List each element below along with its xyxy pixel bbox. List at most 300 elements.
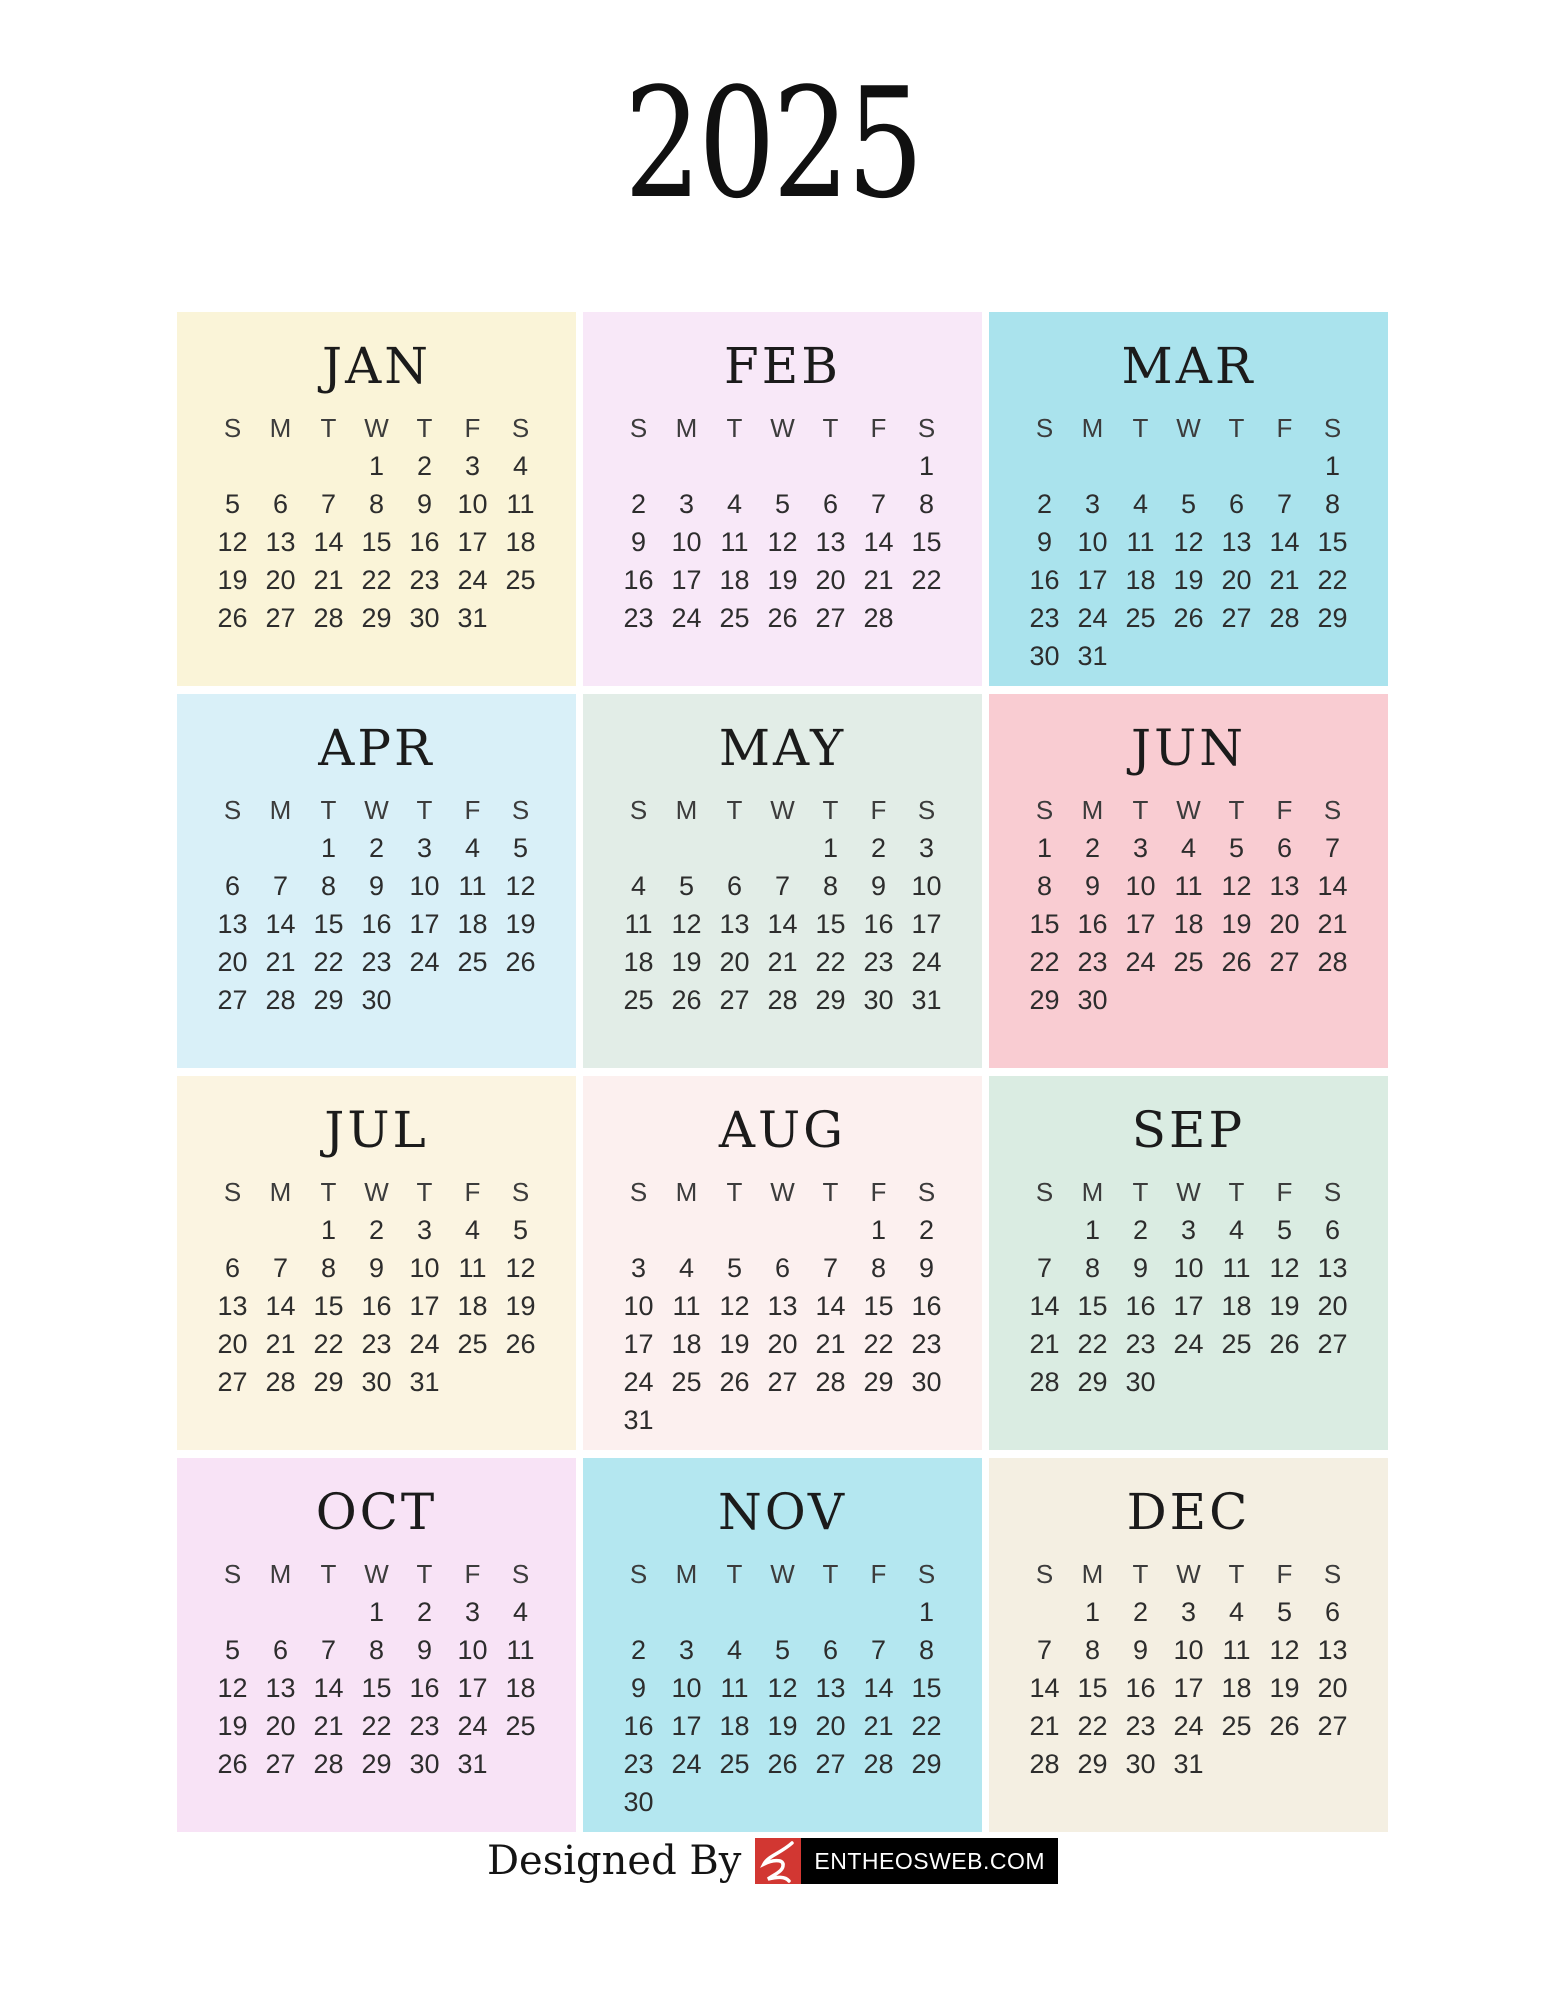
weekday-header: S	[629, 794, 648, 825]
day-cell: 27	[767, 1366, 798, 1397]
day-cell: 23	[1125, 1328, 1156, 1359]
day-cell: 1	[918, 450, 935, 481]
day-cell: 23	[623, 602, 654, 633]
day-cell: 3	[678, 488, 695, 519]
day-cell: 28	[863, 602, 894, 633]
day-cell: 12	[671, 908, 702, 939]
month-day-grid	[177, 1555, 576, 1783]
day-cell: 31	[911, 984, 942, 1015]
day-cell: 4	[1180, 832, 1197, 863]
day-cell: 15	[1317, 526, 1348, 557]
day-cell: 1	[822, 832, 839, 863]
day-cell: 22	[911, 1710, 942, 1741]
day-cell: 28	[1029, 1366, 1060, 1397]
day-cell: 6	[822, 488, 839, 519]
day-cell: 14	[265, 1290, 296, 1321]
day-cell: 20	[1317, 1290, 1348, 1321]
weekday-header: W	[364, 412, 389, 443]
day-cell: 22	[1317, 564, 1348, 595]
month-card-oct	[177, 1458, 576, 1832]
weekday-header: T	[726, 412, 743, 443]
day-cell: 22	[1077, 1328, 1108, 1359]
weekday-header: S	[1323, 794, 1342, 825]
day-cell: 25	[505, 564, 536, 595]
day-cell: 13	[217, 1290, 248, 1321]
day-cell: 17	[671, 564, 702, 595]
day-cell: 29	[1317, 602, 1348, 633]
weekday-header: T	[1132, 794, 1149, 825]
month-day-grid	[583, 1555, 982, 1821]
day-cell: 9	[870, 870, 887, 901]
month-card-dec	[989, 1458, 1388, 1832]
day-cell: 13	[1221, 526, 1252, 557]
day-cell: 1	[320, 1214, 337, 1245]
day-cell: 23	[361, 946, 392, 977]
day-cell: 8	[918, 1634, 935, 1665]
day-cell: 7	[320, 1634, 337, 1665]
day-cell: 3	[1180, 1596, 1197, 1627]
day-cell: 4	[1228, 1596, 1245, 1627]
day-cell: 6	[224, 870, 241, 901]
day-cell: 1	[1084, 1214, 1101, 1245]
day-cell: 15	[911, 526, 942, 557]
weekday-header: S	[629, 1176, 648, 1207]
day-cell: 18	[623, 946, 654, 977]
day-cell: 8	[1084, 1252, 1101, 1283]
weekday-header: W	[364, 794, 389, 825]
day-cell: 10	[409, 870, 440, 901]
day-cell: 23	[1077, 946, 1108, 977]
day-cell: 3	[678, 1634, 695, 1665]
day-cell: 13	[719, 908, 750, 939]
day-cell: 21	[1029, 1710, 1060, 1741]
day-cell: 24	[1125, 946, 1156, 977]
day-cell: 15	[361, 526, 392, 557]
month-card-aug	[583, 1076, 982, 1450]
day-cell: 9	[368, 1252, 385, 1283]
day-cell: 19	[505, 908, 536, 939]
month-day-grid	[177, 1173, 576, 1401]
weekday-header: S	[223, 1176, 242, 1207]
day-cell: 24	[457, 1710, 488, 1741]
weekday-header: S	[1035, 794, 1054, 825]
day-cell: 29	[863, 1366, 894, 1397]
weekday-header: T	[416, 1558, 433, 1589]
weekday-header: F	[1276, 794, 1293, 825]
day-cell: 14	[313, 526, 344, 557]
day-cell: 8	[368, 1634, 385, 1665]
day-cell: 3	[1084, 488, 1101, 519]
day-cell: 9	[368, 870, 385, 901]
day-cell: 15	[313, 1290, 344, 1321]
day-cell: 24	[671, 1748, 702, 1779]
day-cell: 22	[815, 946, 846, 977]
weekday-header: F	[1276, 1176, 1293, 1207]
day-cell: 7	[774, 870, 791, 901]
day-cell: 3	[630, 1252, 647, 1283]
day-cell: 1	[1324, 450, 1341, 481]
day-cell: 4	[726, 488, 743, 519]
day-cell: 11	[458, 870, 487, 901]
weekday-header: W	[770, 794, 795, 825]
weekday-header: T	[1132, 1558, 1149, 1589]
day-cell: 8	[918, 488, 935, 519]
day-cell: 9	[1084, 870, 1101, 901]
day-cell: 10	[1173, 1634, 1204, 1665]
month-day-grid	[989, 1173, 1388, 1401]
day-cell: 23	[361, 1328, 392, 1359]
day-cell: 14	[1029, 1672, 1060, 1703]
day-cell: 3	[464, 450, 481, 481]
day-cell: 15	[313, 908, 344, 939]
day-cell: 14	[313, 1672, 344, 1703]
day-cell: 5	[224, 1634, 241, 1665]
weekday-header: T	[1228, 1558, 1245, 1589]
day-cell: 8	[822, 870, 839, 901]
day-cell: 29	[1077, 1748, 1108, 1779]
day-cell: 10	[1173, 1252, 1204, 1283]
day-cell: 24	[409, 946, 440, 977]
day-cell: 10	[457, 1634, 488, 1665]
day-cell: 6	[1324, 1596, 1341, 1627]
day-cell: 28	[1269, 602, 1300, 633]
footer	[0, 1838, 1545, 1884]
day-cell: 22	[313, 946, 344, 977]
day-cell: 30	[1077, 984, 1108, 1015]
day-cell: 6	[224, 1252, 241, 1283]
weekday-header: M	[675, 412, 698, 443]
day-cell: 30	[409, 1748, 440, 1779]
day-cell: 30	[1125, 1748, 1156, 1779]
weekday-header: T	[822, 1558, 839, 1589]
month-day-grid	[583, 409, 982, 637]
day-cell: 13	[1269, 870, 1300, 901]
day-cell: 2	[630, 488, 647, 519]
weekday-header: T	[822, 412, 839, 443]
day-cell: 25	[505, 1710, 536, 1741]
day-cell: 11	[1174, 870, 1203, 901]
day-cell: 17	[671, 1710, 702, 1741]
day-cell: 12	[1269, 1634, 1300, 1665]
day-cell: 24	[671, 602, 702, 633]
day-cell: 4	[464, 1214, 481, 1245]
weekday-header: M	[269, 1558, 292, 1589]
day-cell: 2	[870, 832, 887, 863]
day-cell: 6	[726, 870, 743, 901]
weekday-header: M	[675, 794, 698, 825]
day-cell: 7	[1324, 832, 1341, 863]
weekday-header: S	[1323, 1176, 1342, 1207]
weekday-header: W	[364, 1558, 389, 1589]
day-cell: 14	[863, 526, 894, 557]
day-cell: 19	[767, 564, 798, 595]
day-cell: 20	[767, 1328, 798, 1359]
day-cell: 16	[361, 1290, 392, 1321]
month-day-grid	[177, 791, 576, 1019]
day-cell: 20	[1221, 564, 1252, 595]
weekday-header: S	[917, 1176, 936, 1207]
day-cell: 2	[416, 450, 433, 481]
day-cell: 2	[918, 1214, 935, 1245]
day-cell: 8	[1084, 1634, 1101, 1665]
weekday-header: M	[1081, 1558, 1104, 1589]
day-cell: 10	[671, 1672, 702, 1703]
day-cell: 4	[678, 1252, 695, 1283]
day-cell: 29	[313, 1366, 344, 1397]
day-cell: 6	[272, 1634, 289, 1665]
day-cell: 16	[1077, 908, 1108, 939]
day-cell: 3	[1180, 1214, 1197, 1245]
calendar-grid	[177, 312, 1388, 1832]
day-cell: 28	[1029, 1748, 1060, 1779]
month-title: MAR	[1121, 337, 1256, 395]
day-cell: 29	[361, 602, 392, 633]
day-cell: 8	[1036, 870, 1053, 901]
day-cell: 2	[368, 1214, 385, 1245]
day-cell: 26	[505, 1328, 536, 1359]
day-cell: 31	[457, 602, 488, 633]
day-cell: 4	[630, 870, 647, 901]
day-cell: 30	[361, 984, 392, 1015]
weekday-header: T	[726, 794, 743, 825]
day-cell: 27	[1317, 1710, 1348, 1741]
weekday-header: T	[416, 1176, 433, 1207]
day-cell: 6	[774, 1252, 791, 1283]
month-day-grid	[583, 1173, 982, 1439]
day-cell: 18	[1221, 1290, 1252, 1321]
day-cell: 25	[671, 1366, 702, 1397]
day-cell: 11	[624, 908, 653, 939]
weekday-header: T	[822, 794, 839, 825]
day-cell: 7	[1276, 488, 1293, 519]
day-cell: 21	[313, 1710, 344, 1741]
day-cell: 13	[1317, 1634, 1348, 1665]
day-cell: 25	[623, 984, 654, 1015]
day-cell: 11	[506, 1634, 535, 1665]
day-cell: 6	[822, 1634, 839, 1665]
day-cell: 4	[1228, 1214, 1245, 1245]
day-cell: 16	[1029, 564, 1060, 595]
day-cell: 25	[457, 1328, 488, 1359]
day-cell: 10	[409, 1252, 440, 1283]
day-cell: 5	[774, 488, 791, 519]
day-cell: 1	[320, 832, 337, 863]
day-cell: 1	[870, 1214, 887, 1245]
weekday-header: S	[223, 412, 242, 443]
day-cell: 9	[1132, 1252, 1149, 1283]
day-cell: 31	[1077, 640, 1108, 671]
day-cell: 30	[361, 1366, 392, 1397]
day-cell: 12	[505, 870, 536, 901]
day-cell: 10	[1125, 870, 1156, 901]
day-cell: 20	[265, 1710, 296, 1741]
weekday-header: S	[1323, 412, 1342, 443]
weekday-header: W	[1176, 1558, 1201, 1589]
month-day-grid	[989, 409, 1388, 675]
day-cell: 22	[1029, 946, 1060, 977]
day-cell: 26	[1221, 946, 1252, 977]
weekday-header: W	[770, 1558, 795, 1589]
weekday-header: F	[464, 794, 481, 825]
day-cell: 10	[623, 1290, 654, 1321]
day-cell: 9	[630, 1672, 647, 1703]
day-cell: 12	[217, 1672, 248, 1703]
day-cell: 17	[1173, 1290, 1204, 1321]
day-cell: 20	[719, 946, 750, 977]
day-cell: 26	[1269, 1710, 1300, 1741]
day-cell: 18	[1173, 908, 1204, 939]
day-cell: 17	[1125, 908, 1156, 939]
day-cell: 13	[815, 1672, 846, 1703]
weekday-header: M	[269, 412, 292, 443]
day-cell: 24	[1173, 1710, 1204, 1741]
day-cell: 4	[512, 1596, 529, 1627]
weekday-header: M	[269, 1176, 292, 1207]
day-cell: 5	[1276, 1596, 1293, 1627]
day-cell: 2	[368, 832, 385, 863]
day-cell: 11	[506, 488, 535, 519]
weekday-header: F	[870, 794, 887, 825]
entheosweb-logo	[755, 1838, 1058, 1884]
weekday-header: W	[1176, 412, 1201, 443]
day-cell: 10	[671, 526, 702, 557]
day-cell: 16	[1125, 1290, 1156, 1321]
weekday-header: M	[1081, 794, 1104, 825]
day-cell: 26	[767, 602, 798, 633]
day-cell: 23	[409, 564, 440, 595]
day-cell: 24	[1077, 602, 1108, 633]
month-card-feb	[583, 312, 982, 686]
day-cell: 7	[870, 488, 887, 519]
weekday-header: T	[1228, 794, 1245, 825]
weekday-header: S	[917, 1558, 936, 1589]
day-cell: 21	[863, 564, 894, 595]
weekday-header: W	[1176, 794, 1201, 825]
month-card-mar	[989, 312, 1388, 686]
weekday-header: T	[320, 412, 337, 443]
day-cell: 7	[272, 1252, 289, 1283]
weekday-header: F	[464, 412, 481, 443]
day-cell: 15	[911, 1672, 942, 1703]
month-title: APR	[318, 719, 435, 777]
day-cell: 16	[623, 1710, 654, 1741]
weekday-header: F	[464, 1558, 481, 1589]
day-cell: 31	[1173, 1748, 1204, 1779]
day-cell: 19	[217, 1710, 248, 1741]
day-cell: 26	[1269, 1328, 1300, 1359]
weekday-header: F	[870, 1176, 887, 1207]
day-cell: 11	[1126, 526, 1155, 557]
day-cell: 16	[409, 526, 440, 557]
day-cell: 1	[368, 450, 385, 481]
day-cell: 17	[911, 908, 942, 939]
month-title: NOV	[718, 1483, 847, 1541]
weekday-header: T	[320, 794, 337, 825]
weekday-header: M	[675, 1176, 698, 1207]
day-cell: 28	[767, 984, 798, 1015]
day-cell: 18	[505, 1672, 536, 1703]
day-cell: 16	[361, 908, 392, 939]
day-cell: 21	[1269, 564, 1300, 595]
weekday-header: W	[1176, 1176, 1201, 1207]
weekday-header: M	[1081, 412, 1104, 443]
day-cell: 12	[1269, 1252, 1300, 1283]
day-cell: 18	[1221, 1672, 1252, 1703]
month-day-grid	[989, 791, 1388, 1019]
day-cell: 21	[1317, 908, 1348, 939]
day-cell: 10	[457, 488, 488, 519]
weekday-header: T	[320, 1176, 337, 1207]
day-cell: 19	[1173, 564, 1204, 595]
weekday-header: S	[1035, 1558, 1054, 1589]
day-cell: 14	[767, 908, 798, 939]
day-cell: 18	[671, 1328, 702, 1359]
day-cell: 30	[623, 1786, 654, 1817]
day-cell: 20	[815, 1710, 846, 1741]
day-cell: 21	[265, 946, 296, 977]
day-cell: 21	[1029, 1328, 1060, 1359]
month-day-grid	[583, 791, 982, 1019]
day-cell: 20	[217, 1328, 248, 1359]
day-cell: 9	[630, 526, 647, 557]
day-cell: 16	[623, 564, 654, 595]
month-card-jul	[177, 1076, 576, 1450]
day-cell: 11	[672, 1290, 701, 1321]
weekday-header: S	[1323, 1558, 1342, 1589]
month-card-may	[583, 694, 982, 1068]
weekday-header: W	[770, 412, 795, 443]
day-cell: 2	[416, 1596, 433, 1627]
day-cell: 2	[1084, 832, 1101, 863]
day-cell: 8	[320, 1252, 337, 1283]
day-cell: 12	[505, 1252, 536, 1283]
weekday-header: W	[770, 1176, 795, 1207]
day-cell: 21	[815, 1328, 846, 1359]
day-cell: 25	[719, 1748, 750, 1779]
day-cell: 30	[863, 984, 894, 1015]
weekday-header: T	[726, 1558, 743, 1589]
day-cell: 29	[1029, 984, 1060, 1015]
month-title: FEB	[724, 337, 841, 395]
day-cell: 31	[457, 1748, 488, 1779]
month-title: DEC	[1126, 1483, 1251, 1541]
day-cell: 17	[409, 908, 440, 939]
day-cell: 27	[1317, 1328, 1348, 1359]
month-title: JUL	[324, 1101, 429, 1159]
weekday-header: F	[870, 1558, 887, 1589]
day-cell: 7	[272, 870, 289, 901]
month-day-grid	[989, 1555, 1388, 1783]
day-cell: 3	[416, 832, 433, 863]
day-cell: 29	[815, 984, 846, 1015]
day-cell: 19	[671, 946, 702, 977]
day-cell: 16	[911, 1290, 942, 1321]
day-cell: 10	[1077, 526, 1108, 557]
day-cell: 9	[416, 488, 433, 519]
day-cell: 15	[1077, 1290, 1108, 1321]
day-cell: 21	[313, 564, 344, 595]
day-cell: 26	[719, 1366, 750, 1397]
day-cell: 18	[1125, 564, 1156, 595]
day-cell: 15	[863, 1290, 894, 1321]
day-cell: 9	[1132, 1634, 1149, 1665]
day-cell: 8	[1324, 488, 1341, 519]
weekday-header: S	[629, 1558, 648, 1589]
day-cell: 11	[458, 1252, 487, 1283]
weekday-header: T	[416, 412, 433, 443]
day-cell: 23	[409, 1710, 440, 1741]
day-cell: 1	[1084, 1596, 1101, 1627]
